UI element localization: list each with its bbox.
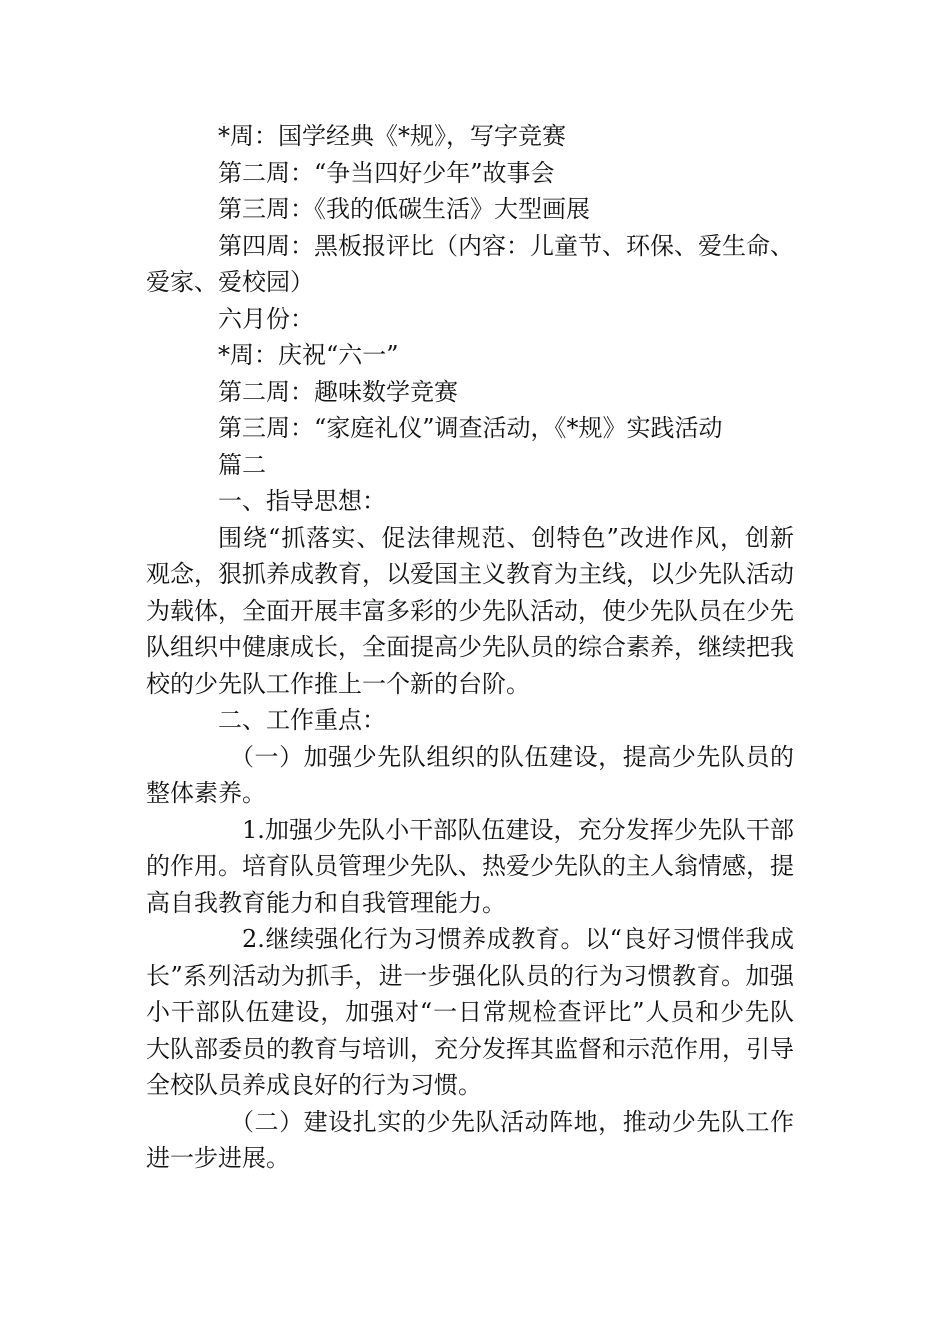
paragraph-focus-one: （一）加强少先队组织的队伍建设，提高少先队员的整体素养。 [146, 742, 794, 807]
paragraph-week-4: 第四周：黑板报评比（内容：儿童节、环保、爱生命、爱家、爱校园） [146, 231, 794, 296]
paragraph-item-2: 2.继续强化行为习惯养成教育。以“良好习惯伴我成长”系列活动为抓手，进一步强化队员的行为习惯教育。加强小干部队伍建设，加强对“一日常规检查评比”人员和少先队大队部委员的教育与培训，充分发挥其监督和示范作用，引导全校队员养成良好的行为习惯。 [146, 925, 794, 1099]
paragraph-week-2: 第二周：“争当四好少年”故事会 [218, 158, 555, 187]
paragraph-week-1: *周：国学经典《*规》，写字竞赛 [218, 122, 566, 150]
paragraph-june-week-3: 第三周：“家庭礼仪”调查活动，《*规》实践活动 [218, 414, 723, 442]
paragraph-june-week-1: *周：庆祝“六一” [218, 341, 399, 369]
paragraph-focus-two: （二）建设扎实的少先队活动阵地，推动少先队工作进一步进展。 [146, 1107, 794, 1172]
heading-work-focus: 二、工作重点： [218, 706, 386, 734]
document-body [146, 118, 794, 1177]
paragraph-guiding-thought: 围绕“抓落实、促法律规范、创特色”改进作风，创新观念，狠抓养成教育，以爱国主义教育为主线，以少先队活动为载体，全面开展丰富多彩的少先队活动，使少先队员在少先队组织中健康成长，全面提高少先队员的综合素养，继续把我校的少先队工作推上一个新的台阶。 [146, 523, 794, 698]
paragraph-june-week-2: 第二周：趣味数学竞赛 [218, 377, 458, 406]
heading-guiding-thought: 一、指导思想： [218, 487, 386, 515]
paragraph-week-3: 第三周：《我的低碳生活》大型画展 [218, 195, 590, 223]
paragraph-item-1: 1.加强少先队小干部队伍建设，充分发挥少先队干部的作用。培育队员管理少先队、热爱少先队的主人翁情感，提高自我教育能力和自我管理能力。 [146, 815, 794, 917]
section-heading-part-two: 篇二 [218, 450, 266, 479]
paragraph-june: 六月份： [218, 304, 314, 333]
